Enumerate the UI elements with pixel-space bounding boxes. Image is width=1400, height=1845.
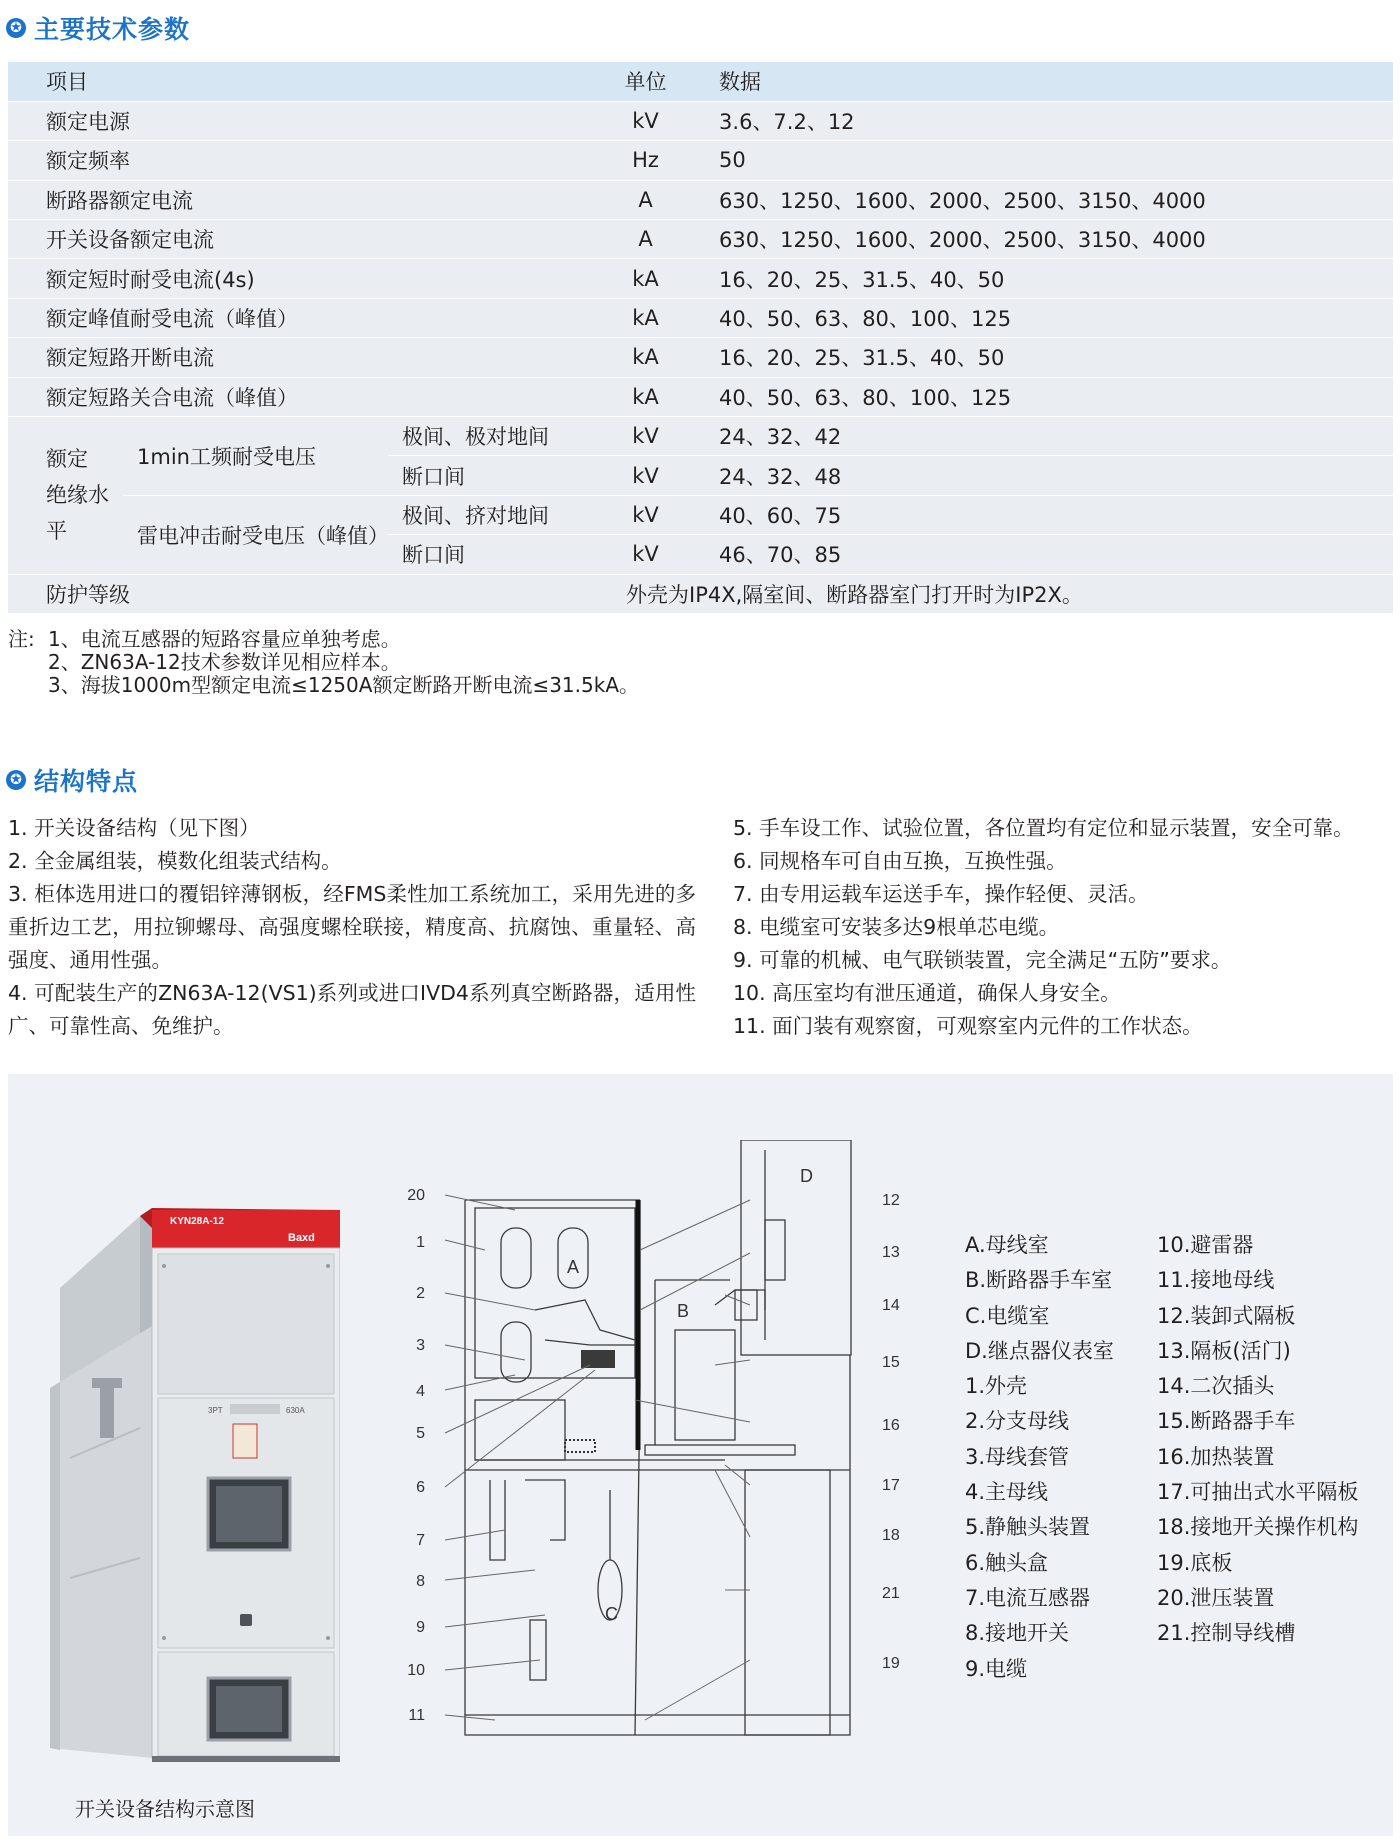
header-item: 项目	[8, 62, 598, 101]
table-row	[8, 141, 1393, 180]
row-unit: kV	[598, 456, 693, 495]
params-title: 主要技术参数	[34, 15, 191, 44]
callout-num: 7	[416, 1532, 425, 1549]
feature-item: 3. 柜体选用进口的覆铝锌薄钢板，经FMS柔性加工系统加工，采用先进的多重折边工艺，用拉铆螺母、高强度螺栓联接，精度高、抗腐蚀、重量轻、高强度、通用性强。	[8, 882, 696, 972]
legend-item: D.继点器仪表室	[965, 1338, 1114, 1363]
row-item: 额定频率	[8, 141, 598, 180]
photo-plate1: 3PT	[208, 1406, 223, 1415]
note-item: 3、海拔1000m型额定电流≤1250A额定断路开断电流≤31.5kA。	[48, 673, 639, 697]
callout-num: 19	[882, 1655, 900, 1672]
row-item: 额定短时耐受电流(4s)	[8, 259, 598, 298]
callout-num: 3	[416, 1337, 425, 1354]
table-row	[8, 417, 1393, 456]
row-sub: 极间、挤对地间	[388, 495, 598, 534]
feature-item: 10. 高压室均有泄压通道，确保人身安全。	[733, 981, 1121, 1005]
params-table	[8, 62, 1393, 614]
table-row	[8, 259, 1393, 298]
legend-item: B.断路器手车室	[965, 1268, 1113, 1293]
row-data: 24、32、48	[693, 456, 1393, 495]
features-left-column	[8, 812, 696, 1043]
callout-num: 12	[882, 1192, 900, 1209]
photo-plate2: 630A	[286, 1406, 305, 1415]
legend-item: 10.避雷器	[1157, 1233, 1254, 1257]
row-unit: kV	[598, 495, 693, 534]
row-unit: kA	[598, 377, 693, 416]
notes	[8, 628, 639, 697]
row-item: 开关设备额定电流	[8, 220, 598, 259]
legend-item: 3.母线套管	[965, 1444, 1070, 1469]
row-unit: kV	[598, 417, 693, 456]
legend-item: 1.外壳	[965, 1374, 1028, 1399]
table-row	[8, 377, 1393, 416]
legend-item: 13.隔板(活门)	[1157, 1338, 1291, 1363]
callout-num: 21	[882, 1585, 900, 1602]
row-data: 40、50、63、80、100、125	[693, 298, 1393, 337]
table-row	[8, 298, 1393, 337]
legend-item: 6.触头盒	[965, 1550, 1049, 1575]
row-unit: kA	[598, 298, 693, 337]
legend-item: 9.电缆	[965, 1656, 1028, 1681]
feature-item: 1. 开关设备结构（见下图）	[8, 816, 260, 840]
row-item: 断路器额定电流	[8, 180, 598, 219]
features-right-column	[733, 812, 1398, 1043]
table-row	[8, 101, 1393, 140]
notes-label: 注:	[8, 627, 35, 651]
callout-num: 10	[407, 1662, 425, 1679]
features-section-title	[6, 762, 138, 798]
table-row	[8, 338, 1393, 377]
header-data: 数据	[693, 62, 1393, 101]
row-item: 额定峰值耐受电流（峰值）	[8, 298, 598, 337]
feature-item: 5. 手车设工作、试验位置，各位置均有定位和显示装置，安全可靠。	[733, 816, 1354, 840]
row-data: 630、1250、1600、2000、2500、3150、4000	[693, 220, 1393, 259]
row-data: 50	[693, 141, 1393, 180]
feature-item: 7. 由专用运载车运送手车，操作轻便、灵活。	[733, 882, 1149, 906]
row-unit: A	[598, 180, 693, 219]
callout-num: 13	[882, 1244, 900, 1261]
row-data: 24、32、42	[693, 417, 1393, 456]
legend-item: 8.接地开关	[965, 1621, 1070, 1646]
row-sub: 断口间	[388, 535, 598, 574]
feature-item: 9. 可靠的机械、电气联锁装置，完全满足“五防”要求。	[733, 948, 1232, 972]
callout-num: 20	[407, 1187, 425, 1204]
cabinet-photo	[40, 1158, 340, 1778]
legend-item: 4.主母线	[965, 1480, 1049, 1505]
cabinet-schematic	[395, 1140, 925, 1760]
header-unit: 单位	[598, 62, 693, 101]
legend-item: 17.可抽出式水平隔板	[1157, 1480, 1359, 1505]
row-item: 防护等级	[8, 574, 598, 613]
group-line2: 绝缘水平	[46, 483, 109, 544]
legend-item: 11.接地母线	[1157, 1268, 1275, 1293]
star-icon: ✪	[6, 770, 26, 790]
legend-item: 14.二次插头	[1157, 1374, 1275, 1399]
insulation-group-label	[8, 417, 123, 575]
feature-item: 11. 面门装有观察窗，可观察室内元件的工作状态。	[733, 1014, 1203, 1038]
feature-item: 6. 同规格车可自由互换，互换性强。	[733, 849, 1067, 873]
legend-item: 5.静触头装置	[965, 1515, 1091, 1540]
photo-brand: Baxd	[288, 1232, 315, 1244]
zone-b: B	[677, 1301, 690, 1321]
callout-num: 14	[882, 1297, 900, 1314]
row-item: 额定电源	[8, 101, 598, 140]
callout-num: 11	[408, 1707, 425, 1724]
callout-num: 9	[416, 1619, 425, 1636]
table-row	[8, 495, 1393, 534]
row-item: 额定短路关合电流（峰值）	[8, 377, 598, 416]
row-unit: kV	[598, 535, 693, 574]
legend-item: 18.接地开关操作机构	[1157, 1515, 1359, 1540]
legend-item: C.电缆室	[965, 1303, 1050, 1328]
callout-num: 15	[882, 1354, 900, 1371]
table-row	[8, 180, 1393, 219]
callout-num: 1	[416, 1234, 425, 1251]
table-row	[8, 220, 1393, 259]
row-data: 外壳为IP4X,隔室间、断路器室门打开时为IP2X。	[598, 574, 1393, 613]
callout-num: 18	[882, 1527, 900, 1544]
row-unit: kV	[598, 101, 693, 140]
photo-caption: 开关设备结构示意图	[75, 1797, 255, 1821]
feature-item: 2. 全金属组装，模数化组装式结构。	[8, 849, 342, 873]
row-sub: 极间、极对地间	[388, 417, 598, 456]
feature-item: 8. 电缆室可安装多达9根单芯电缆。	[733, 915, 1060, 939]
table-header-row	[8, 62, 1393, 101]
table-row	[8, 574, 1393, 613]
row-data: 46、70、85	[693, 535, 1393, 574]
legend-right	[1157, 1228, 1358, 1652]
legend-item: A.母线室	[965, 1233, 1049, 1257]
row-data: 16、20、25、31.5、40、50	[693, 259, 1393, 298]
legend-item: 12.装卸式隔板	[1157, 1303, 1296, 1328]
group-line1: 额定	[46, 447, 88, 472]
params-section-title	[6, 10, 190, 46]
star-icon: ✪	[6, 18, 26, 38]
power-freq-label: 1min工频耐受电压	[123, 417, 388, 496]
legend-item: 15.断路器手车	[1157, 1409, 1296, 1434]
row-unit: Hz	[598, 141, 693, 180]
features-title: 结构特点	[34, 767, 139, 796]
feature-item: 4. 可配装生产的ZN63A-12(VS1)系列或进口IVD4系列真空断路器，适用性广、可靠性高、免维护。	[8, 981, 696, 1038]
row-item: 额定短路开断电流	[8, 338, 598, 377]
callout-num: 5	[416, 1425, 425, 1442]
legend-item: 21.控制导线槽	[1157, 1621, 1296, 1646]
lightning-label: 雷电冲击耐受电压（峰值）	[123, 495, 388, 574]
row-data: 630、1250、1600、2000、2500、3150、4000	[693, 180, 1393, 219]
callout-num: 4	[416, 1383, 425, 1400]
row-sub: 断口间	[388, 456, 598, 495]
callout-num: 17	[882, 1477, 900, 1494]
row-data: 16、20、25、31.5、40、50	[693, 338, 1393, 377]
callout-num: 8	[416, 1573, 425, 1590]
callout-num: 6	[416, 1479, 425, 1496]
legend-item: 16.加热装置	[1157, 1444, 1275, 1469]
zone-c: C	[605, 1604, 618, 1624]
note-item: 1、电流互感器的短路容量应单独考虑。	[48, 627, 401, 651]
legend-item: 2.分支母线	[965, 1409, 1070, 1434]
legend-item: 19.底板	[1157, 1550, 1233, 1575]
callout-num: 16	[882, 1417, 900, 1434]
photo-model: KYN28A-12	[170, 1216, 224, 1227]
legend-left	[965, 1228, 1114, 1687]
zone-d: D	[800, 1166, 813, 1186]
row-unit: A	[598, 220, 693, 259]
callout-num: 2	[416, 1285, 425, 1302]
note-item: 2、ZN63A-12技术参数详见相应样本。	[48, 650, 401, 674]
legend-item: 7.电流互感器	[965, 1585, 1091, 1610]
zone-a: A	[567, 1257, 580, 1277]
row-unit: kA	[598, 259, 693, 298]
legend-item: 20.泄压装置	[1157, 1585, 1275, 1610]
row-data: 3.6、7.2、12	[693, 101, 1393, 140]
row-data: 40、60、75	[693, 495, 1393, 534]
row-unit: kA	[598, 338, 693, 377]
row-data: 40、50、63、80、100、125	[693, 377, 1393, 416]
